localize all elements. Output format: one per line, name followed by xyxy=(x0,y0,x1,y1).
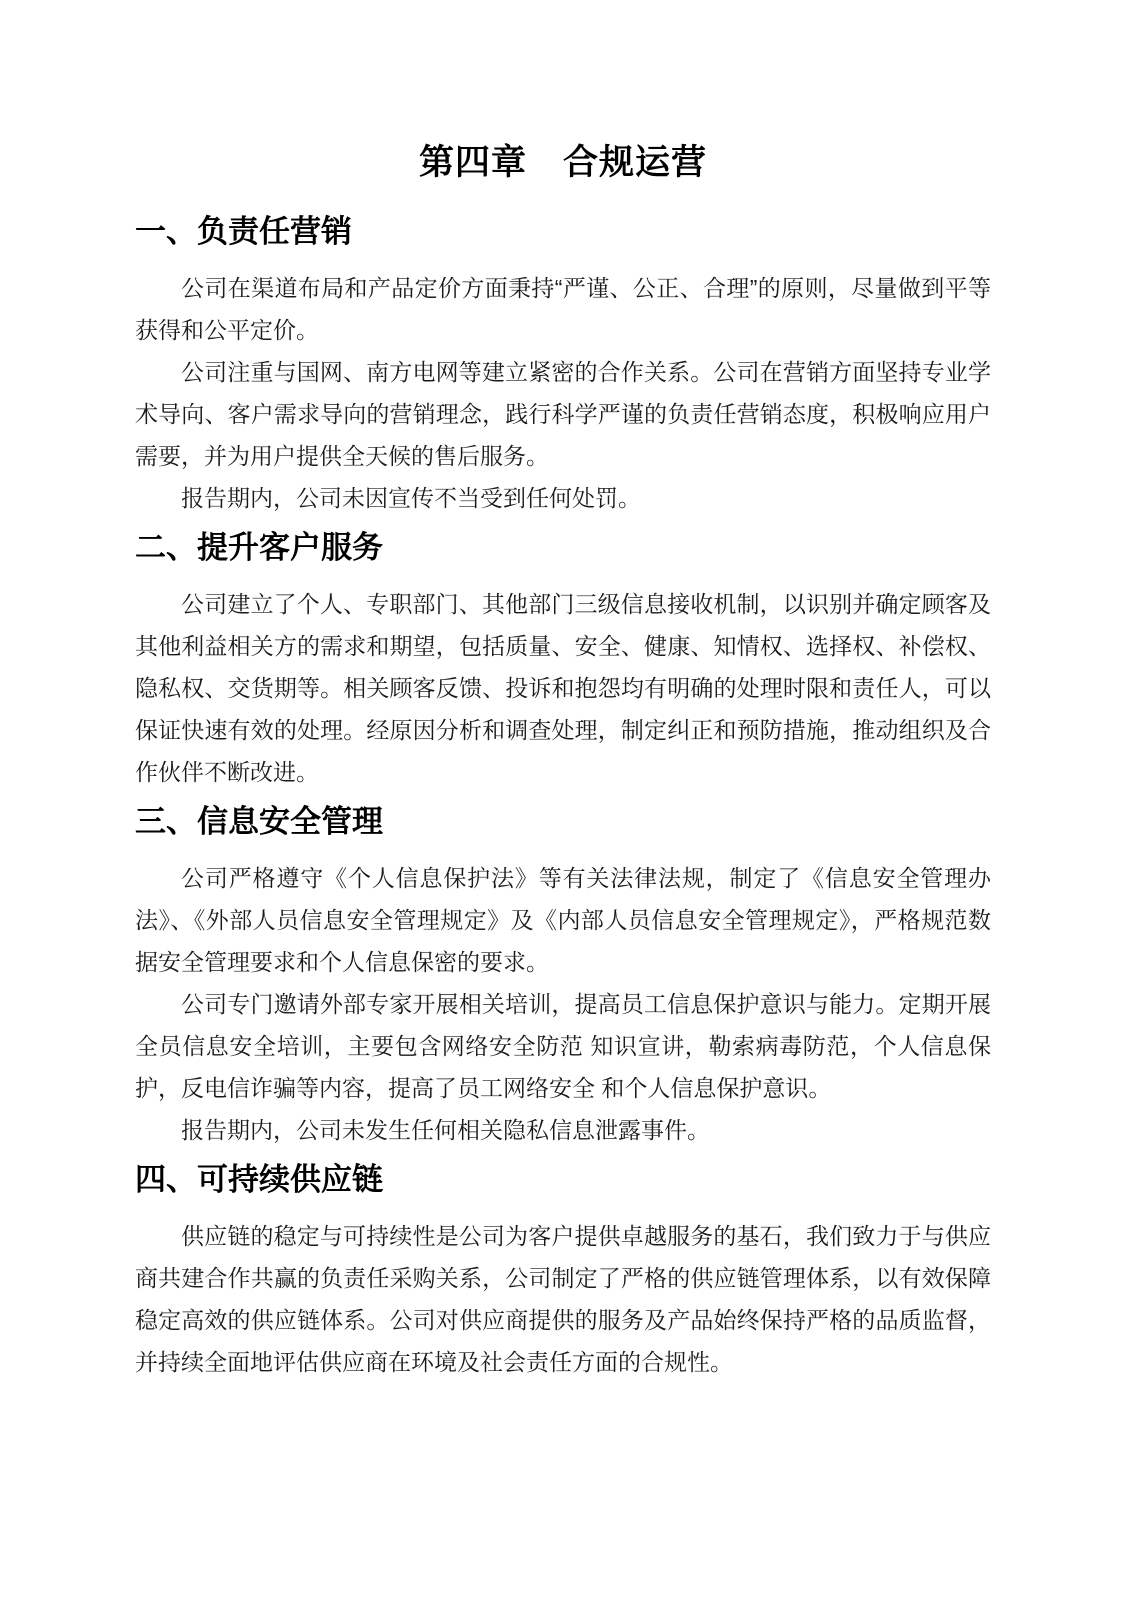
document-body xyxy=(135,213,991,1383)
body-paragraph: 供应链的稳定与可持续性是公司为客户提供卓越服务的基石，我们致力于与供应商共建合作共赢的负责任采购关系，公司制定了严格的供应链管理体系，以有效保障稳定高效的供应链体系。公司对供应商提供的服务及产品始终保持严格的品质监督，并持续全面地评估供应商在环境及社会责任方面的合规性。 xyxy=(135,1223,991,1375)
body-paragraph: 报告期内，公司未发生任何相关隐私信息泄露事件。 xyxy=(181,1117,710,1143)
section-heading: 三、信息安全管理 xyxy=(135,804,383,839)
body-paragraph: 公司专门邀请外部专家开展相关培训，提高员工信息保护意识与能力。定期开展全员信息安全培训，主要包含网络安全防范 知识宣讲，勒索病毒防范，个人信息保护，反电信诈骗等内容，提高了员工网络安全 和个人信息保护意识。 xyxy=(135,991,991,1101)
body-paragraph: 报告期内，公司未因宣传不当受到任何处罚。 xyxy=(181,485,641,511)
section-heading: 四、可持续供应链 xyxy=(135,1162,383,1197)
section-heading: 二、提升客户服务 xyxy=(135,530,383,565)
chapter-title: 第四章 合规运营 xyxy=(418,143,707,182)
body-paragraph: 公司注重与国网、南方电网等建立紧密的合作关系。公司在营销方面坚持专业学术导向、客户需求导向的营销理念，践行科学严谨的负责任营销态度，积极响应用户需要，并为用户提供全天候的售后服务。 xyxy=(135,359,991,469)
body-paragraph: 公司建立了个人、专职部门、其他部门三级信息接收机制，以识别并确定顾客及其他利益相关方的需求和期望，包括质量、安全、健康、知情权、选择权、补偿权、隐私权、交货期等。相关顾客反馈、投诉和抱怨均有明确的处理时限和责任人，可以保证快速有效的处理。经原因分析和调查处理，制定纠正和预防措施，推动组织及合作伙伴不断改进。 xyxy=(135,591,991,785)
body-paragraph: 公司严格遵守《个人信息保护法》等有关法律法规，制定了《信息安全管理办法》、《外部人员信息安全管理规定》及《内部人员信息安全管理规定》，严格规范数据安全管理要求和个人信息保密的要求。 xyxy=(135,865,991,975)
section-heading: 一、负责任营销 xyxy=(135,214,352,249)
body-paragraph: 公司在渠道布局和产品定价方面秉持“严谨、公正、合理”的原则，尽量做到平等获得和公平定价。 xyxy=(135,275,991,343)
